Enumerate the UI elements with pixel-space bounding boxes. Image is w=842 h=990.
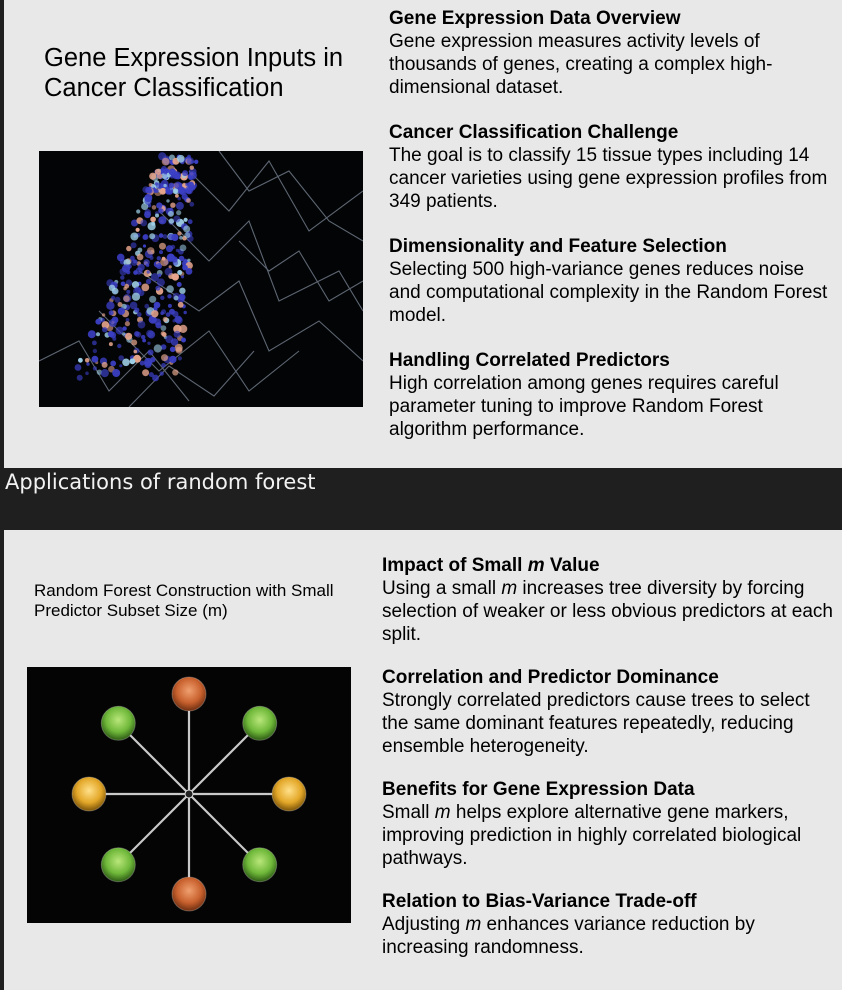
tree-hub xyxy=(185,790,193,798)
slide-title: Random Forest Construction with Small Predictor Subset Size (m) xyxy=(34,581,334,620)
node-orange-top xyxy=(172,677,206,711)
section-heading: Gene Expression Data Overview xyxy=(389,8,681,29)
section-body: The goal is to classify 15 tissue types including 14 cancer varieties using gene expression profiles from 349 patients. xyxy=(389,145,828,212)
gene-cloud-image xyxy=(39,151,363,407)
section-gene-expression-benefits xyxy=(382,778,837,870)
section-body: Strongly correlated predictors cause trees to select the same dominant features repeatedly, reducing ensemble heterogeneity. xyxy=(382,690,810,757)
key-points-column xyxy=(389,7,839,463)
section-heading: Benefits for Gene Expression Data xyxy=(382,779,695,800)
section-heading: Handling Correlated Predictors xyxy=(389,350,670,371)
node-yellow-left xyxy=(72,777,106,811)
divider-title: Applications of random forest xyxy=(5,470,316,494)
section-body: Adjusting m enhances variance reduction by increasing randomness. xyxy=(382,914,755,958)
node-yellow-right xyxy=(272,777,306,811)
node-green-top-left xyxy=(101,706,135,740)
node-green-top-right xyxy=(243,706,277,740)
section-body: Gene expression measures activity levels of thousands of genes, creating a complex high-dimensional dataset. xyxy=(389,31,773,98)
node-green-bottom-left xyxy=(101,848,135,882)
node-orange-bottom xyxy=(172,877,206,911)
section-body: Using a small m increases tree diversity by forcing selection of weaker or less obvious predictors at each split. xyxy=(382,578,833,645)
radial-tree-graphic xyxy=(27,667,351,923)
node-green-bottom-right xyxy=(243,848,277,882)
section-predictor-dominance xyxy=(382,666,837,758)
section-small-m-impact xyxy=(382,554,837,646)
slide-random-forest xyxy=(4,530,842,990)
section-heading: Relation to Bias-Variance Trade-off xyxy=(382,891,697,912)
slide-gene-expression xyxy=(4,0,842,468)
key-points-column xyxy=(382,554,837,979)
section-heading: Dimensionality and Feature Selection xyxy=(389,236,727,257)
section-correlated-predictors xyxy=(389,349,839,441)
gene-cloud-graphic xyxy=(39,151,363,407)
section-classification-challenge xyxy=(389,121,839,213)
section-body: Small m helps explore alternative gene markers, improving prediction in highly correlated biological pathways. xyxy=(382,802,802,869)
section-body: Selecting 500 high-variance genes reduces noise and computational complexity in the Random Forest model. xyxy=(389,259,828,326)
section-body: High correlation among genes requires careful parameter tuning to improve Random Forest algorithm performance. xyxy=(389,373,779,440)
section-heading: Impact of Small m Value xyxy=(382,555,600,576)
section-data-overview xyxy=(389,7,839,99)
section-heading: Cancer Classification Challenge xyxy=(389,122,679,143)
radial-tree-image xyxy=(27,667,351,923)
slide-title: Gene Expression Inputs in Cancer Classification xyxy=(44,44,344,102)
section-feature-selection xyxy=(389,235,839,327)
section-bias-variance xyxy=(382,890,837,959)
section-heading: Correlation and Predictor Dominance xyxy=(382,667,719,688)
